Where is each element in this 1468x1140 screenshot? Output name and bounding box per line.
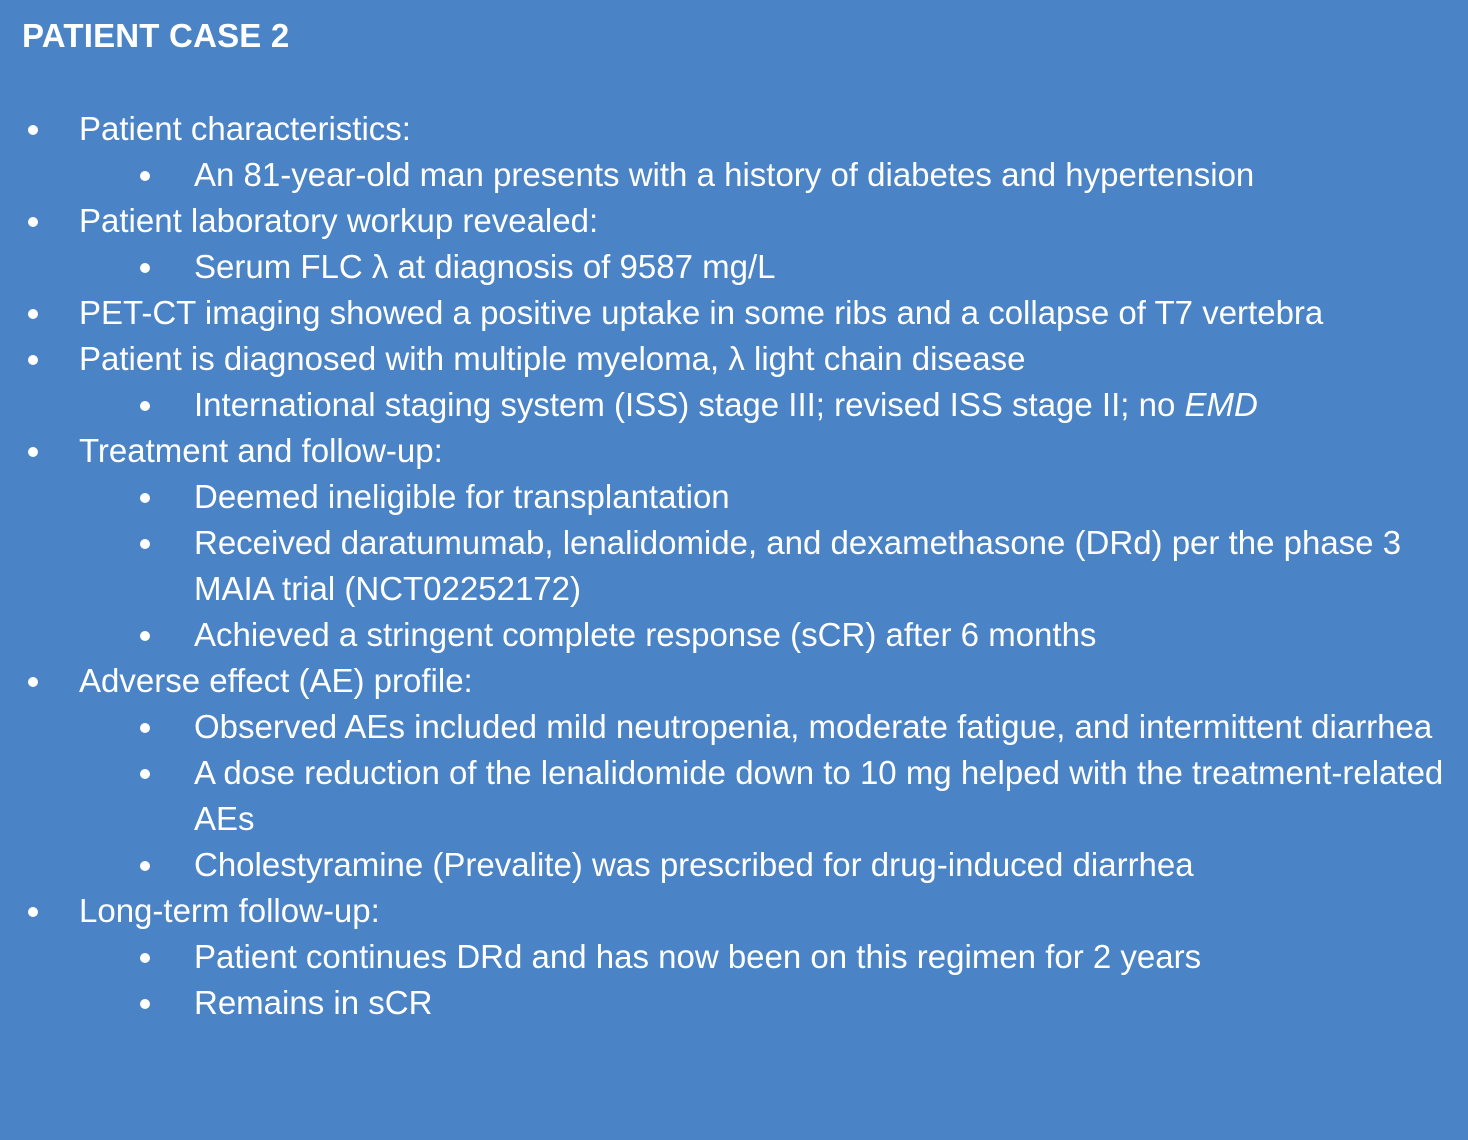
list-item-text: Treatment and follow-up:	[79, 432, 443, 469]
list-item-text: Long-term follow-up:	[79, 892, 380, 929]
bullet-icon	[28, 125, 38, 135]
sub-list-item-text-wrap	[22, 244, 1448, 290]
list-item	[22, 106, 1448, 152]
page-title: PATIENT CASE 2	[22, 17, 290, 54]
sub-list-item-text: Achieved a stringent complete response (sCR) after 6 months	[194, 616, 1097, 653]
bullet-icon	[28, 907, 38, 917]
bullet-icon	[140, 401, 150, 411]
list-item-text: Patient characteristics:	[79, 110, 411, 147]
sub-list-item	[22, 612, 1448, 658]
sub-list-item	[22, 382, 1448, 428]
list-item	[22, 336, 1448, 382]
sub-list-item-text: International staging system (ISS) stage III; revised ISS stage II; no	[194, 386, 1185, 423]
sub-list-item	[22, 704, 1448, 750]
bullet-icon	[140, 493, 150, 503]
sub-list-item-text-wrap	[22, 842, 1448, 888]
list-item	[22, 428, 1448, 474]
bullet-icon	[28, 447, 38, 457]
bullet-icon	[140, 631, 150, 641]
sub-list-item	[22, 520, 1448, 612]
bullet-icon	[140, 171, 150, 181]
list-item-text: Adverse effect (AE) profile:	[79, 662, 473, 699]
sub-list-item-text: An 81-year-old man presents with a history of diabetes and hypertension	[194, 156, 1255, 193]
sub-list-item	[22, 980, 1448, 1026]
sub-list-item-text-wrap	[22, 704, 1448, 750]
sub-list-item	[22, 474, 1448, 520]
bullet-icon	[28, 309, 38, 319]
sub-list-item-text-wrap	[22, 980, 1448, 1026]
bullet-icon	[140, 539, 150, 549]
sub-list-item-text: Serum FLC λ at diagnosis of 9587 mg/L	[194, 248, 776, 285]
bullet-icon	[28, 677, 38, 687]
sub-list-item-text: Observed AEs included mild neutropenia, moderate fatigue, and intermittent diarrhea	[194, 708, 1433, 745]
bullet-icon	[140, 861, 150, 871]
list-item-text: PET-CT imaging showed a positive uptake in some ribs and a collapse of T7 vertebra	[79, 294, 1324, 331]
bullet-icon	[140, 263, 150, 273]
sub-list-item	[22, 934, 1448, 980]
sub-list-item-text-wrap	[22, 934, 1448, 980]
sub-list-item	[22, 244, 1448, 290]
sub-list-item-text-wrap	[22, 474, 1448, 520]
bullet-icon	[140, 953, 150, 963]
sub-list-item-text-wrap	[22, 382, 1448, 428]
sub-list-item	[22, 750, 1448, 842]
list-item	[22, 658, 1448, 704]
list-item-text: Patient laboratory workup revealed:	[79, 202, 599, 239]
list-item	[22, 888, 1448, 934]
list-item	[22, 290, 1448, 336]
list-item-text: Patient is diagnosed with multiple myeloma, λ light chain disease	[79, 340, 1026, 377]
sub-list-item-text-wrap	[22, 520, 1448, 612]
sub-list-item-text: Patient continues DRd and has now been on this regimen for 2 years	[194, 938, 1202, 975]
bullet-icon	[140, 999, 150, 1009]
sub-list-item-text: A dose reduction of the lenalidomide down to 10 mg helped with the treatment-related AEs	[194, 754, 1444, 837]
sub-list-item-text: Remains in sCR	[194, 984, 433, 1021]
sub-list-item-text: Cholestyramine (Prevalite) was prescribed for drug-induced diarrhea	[194, 846, 1194, 883]
sub-list-item	[22, 842, 1448, 888]
emphasis-text: EMD	[1184, 386, 1258, 423]
list-item	[22, 198, 1448, 244]
sub-list-item-text-wrap	[22, 152, 1448, 198]
sub-list-item-text: Received daratumumab, lenalidomide, and dexamethasone (DRd) per the phase 3 MAIA trial (NCT02252172)	[194, 524, 1402, 607]
sub-list-item-text-wrap	[22, 612, 1448, 658]
bullet-list	[22, 106, 1448, 1026]
sub-list-item-text-wrap	[22, 750, 1448, 842]
bullet-icon	[28, 355, 38, 365]
bullet-icon	[140, 723, 150, 733]
sub-list-item-text: Deemed ineligible for transplantation	[194, 478, 730, 515]
sub-list-item	[22, 152, 1448, 198]
bullet-icon	[28, 217, 38, 227]
bullet-icon	[140, 769, 150, 779]
